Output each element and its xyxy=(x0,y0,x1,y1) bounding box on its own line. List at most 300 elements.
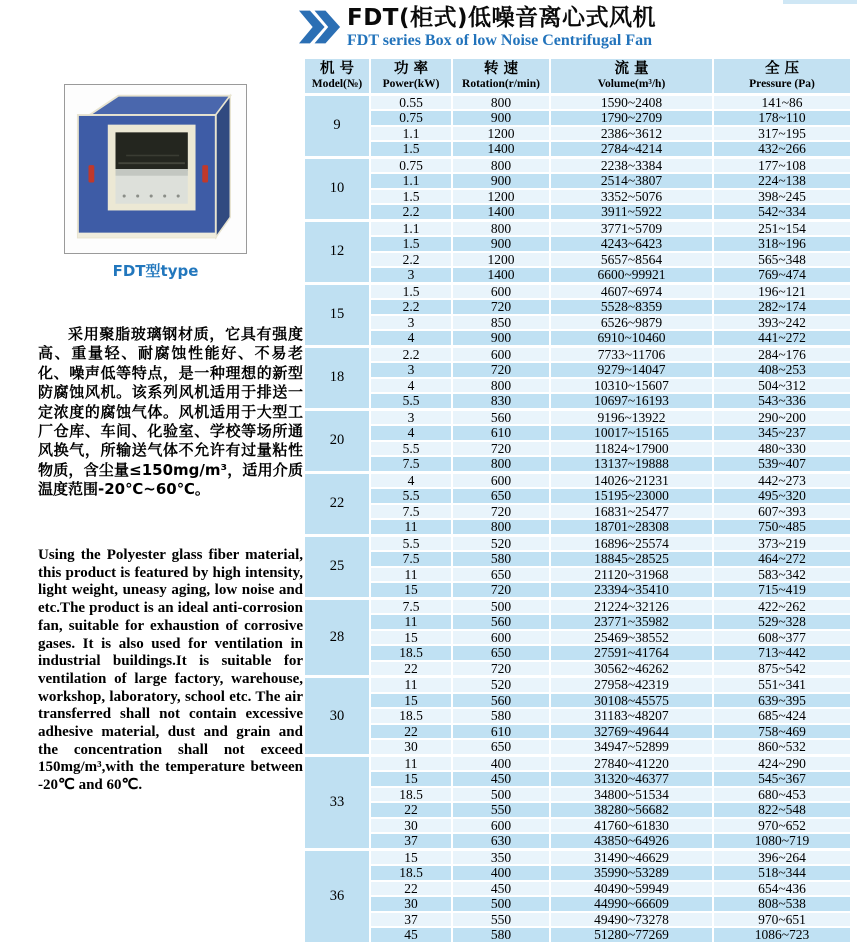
spec-row-model-12 xyxy=(304,236,851,252)
volume-cell: 25469~38552 xyxy=(550,630,713,646)
pressure-cell: 345~237 xyxy=(713,425,851,441)
spec-row-model-36 xyxy=(304,912,851,928)
power-cell: 0.75 xyxy=(370,157,452,173)
spec-row-model-30 xyxy=(304,693,851,709)
volume-cell: 4607~6974 xyxy=(550,283,713,299)
power-cell: 5.5 xyxy=(370,441,452,457)
rotation-cell: 800 xyxy=(452,378,550,394)
spec-row-model-28 xyxy=(304,645,851,661)
volume-cell: 15195~23000 xyxy=(550,488,713,504)
rotation-cell: 720 xyxy=(452,299,550,315)
pressure-cell: 422~262 xyxy=(713,598,851,614)
volume-cell: 41760~61830 xyxy=(550,818,713,834)
volume-cell: 21120~31968 xyxy=(550,567,713,583)
spec-row-model-33 xyxy=(304,771,851,787)
volume-cell: 6910~10460 xyxy=(550,330,713,346)
volume-cell: 9279~14047 xyxy=(550,362,713,378)
pressure-cell: 639~395 xyxy=(713,693,851,709)
volume-cell: 6600~99921 xyxy=(550,267,713,283)
spec-row-model-28 xyxy=(304,630,851,646)
pressure-cell: 551~341 xyxy=(713,677,851,693)
spec-row-model-10 xyxy=(304,189,851,205)
spec-row-model-12 xyxy=(304,220,851,236)
volume-cell: 30562~46262 xyxy=(550,661,713,677)
double-chevron-icon xyxy=(299,8,341,48)
spec-row-model-33 xyxy=(304,755,851,771)
rotation-cell: 900 xyxy=(452,330,550,346)
volume-cell: 34947~52899 xyxy=(550,739,713,755)
rotation-cell: 600 xyxy=(452,818,550,834)
spec-row-model-28 xyxy=(304,598,851,614)
spec-row-model-36 xyxy=(304,896,851,912)
power-cell: 7.5 xyxy=(370,551,452,567)
volume-cell: 30108~45575 xyxy=(550,693,713,709)
volume-cell: 49490~73278 xyxy=(550,912,713,928)
page-subtitle: FDT series Box of low Noise Centrifugal Fan xyxy=(347,32,653,50)
power-cell: 4 xyxy=(370,425,452,441)
spec-row-model-25 xyxy=(304,535,851,551)
spec-row-model-15 xyxy=(304,330,851,346)
description-chinese: 采用聚脂玻璃钢材质，它具有强度高、重量轻、耐腐蚀性能好、不易老化、噪声低等特点，是一种理想的新型防腐蚀风机。该系列风机适用于排送一定浓度的腐蚀气体。风机适用于大型工厂仓库、车间、化验室、学校等场所通风换气，所输送气体不允许有过量粘性物质，含尘量≤150mg/m³，适用介质温度范围-20℃~60℃。 xyxy=(38,325,303,499)
model-number-cell: 33 xyxy=(304,755,370,849)
volume-cell: 31183~48207 xyxy=(550,708,713,724)
pressure-cell: 565~348 xyxy=(713,252,851,268)
volume-cell: 3352~5076 xyxy=(550,189,713,205)
power-cell: 11 xyxy=(370,567,452,583)
pressure-cell: 713~442 xyxy=(713,645,851,661)
handle-right xyxy=(202,165,208,182)
rotation-cell: 720 xyxy=(452,441,550,457)
rotation-cell: 580 xyxy=(452,708,550,724)
volume-cell: 10017~15165 xyxy=(550,425,713,441)
power-cell: 11 xyxy=(370,677,452,693)
spec-row-model-30 xyxy=(304,724,851,740)
rotation-cell: 610 xyxy=(452,425,550,441)
column-header-rotation: 转 速 Rotation(r/min) xyxy=(452,58,550,94)
spec-row-model-25 xyxy=(304,582,851,598)
pressure-cell: 442~273 xyxy=(713,472,851,488)
pressure-cell: 970~651 xyxy=(713,912,851,928)
model-number-cell: 36 xyxy=(304,849,370,943)
pressure-cell: 251~154 xyxy=(713,220,851,236)
pressure-cell: 860~532 xyxy=(713,739,851,755)
title-column xyxy=(347,6,656,50)
volume-cell: 27840~41220 xyxy=(550,755,713,771)
power-cell: 18.5 xyxy=(370,865,452,881)
power-cell: 0.55 xyxy=(370,94,452,110)
fan-box-illustration xyxy=(68,88,244,250)
spec-row-model-9 xyxy=(304,94,851,110)
pressure-cell: 607~393 xyxy=(713,504,851,520)
rotation-cell: 520 xyxy=(452,535,550,551)
rotation-cell: 650 xyxy=(452,567,550,583)
pressure-cell: 196~121 xyxy=(713,283,851,299)
spec-row-model-36 xyxy=(304,927,851,943)
volume-cell: 2386~3612 xyxy=(550,126,713,142)
pressure-cell: 539~407 xyxy=(713,456,851,472)
spec-row-model-20 xyxy=(304,425,851,441)
volume-cell: 13137~19888 xyxy=(550,456,713,472)
power-cell: 1.5 xyxy=(370,236,452,252)
spec-table xyxy=(303,57,852,944)
pressure-cell: 750~485 xyxy=(713,519,851,535)
spec-row-model-25 xyxy=(304,551,851,567)
volume-cell: 10310~15607 xyxy=(550,378,713,394)
rotation-cell: 650 xyxy=(452,645,550,661)
column-header-power: 功 率 Power(kW) xyxy=(370,58,452,94)
power-cell: 22 xyxy=(370,802,452,818)
power-cell: 45 xyxy=(370,927,452,943)
spec-row-model-30 xyxy=(304,708,851,724)
power-cell: 4 xyxy=(370,472,452,488)
power-cell: 1.1 xyxy=(370,173,452,189)
volume-cell: 1790~2709 xyxy=(550,110,713,126)
volume-cell: 38280~56682 xyxy=(550,802,713,818)
spec-row-model-28 xyxy=(304,614,851,630)
volume-cell: 23771~35982 xyxy=(550,614,713,630)
product-photo xyxy=(64,84,247,254)
model-number-cell: 30 xyxy=(304,677,370,756)
volume-cell: 51280~77269 xyxy=(550,927,713,943)
page-header xyxy=(299,6,656,50)
rotation-cell: 350 xyxy=(452,849,550,865)
column-header-volume: 流 量 Volume(m³/h) xyxy=(550,58,713,94)
rotation-cell: 500 xyxy=(452,896,550,912)
model-number-cell: 15 xyxy=(304,283,370,346)
volume-cell: 40490~59949 xyxy=(550,881,713,897)
rotation-cell: 850 xyxy=(452,315,550,331)
rotation-cell: 830 xyxy=(452,393,550,409)
model-number-cell: 20 xyxy=(304,409,370,472)
rotation-cell: 720 xyxy=(452,504,550,520)
column-header-model: 机 号 Model(№) xyxy=(304,58,370,94)
rotation-cell: 580 xyxy=(452,551,550,567)
rotation-cell: 720 xyxy=(452,582,550,598)
spec-row-model-9 xyxy=(304,126,851,142)
rotation-cell: 900 xyxy=(452,236,550,252)
power-cell: 11 xyxy=(370,519,452,535)
spec-row-model-20 xyxy=(304,441,851,457)
rotation-cell: 630 xyxy=(452,833,550,849)
pressure-cell: 480~330 xyxy=(713,441,851,457)
pressure-cell: 398~245 xyxy=(713,189,851,205)
volume-cell: 3771~5709 xyxy=(550,220,713,236)
spec-row-model-28 xyxy=(304,661,851,677)
volume-cell: 21224~32126 xyxy=(550,598,713,614)
power-cell: 15 xyxy=(370,630,452,646)
power-cell: 7.5 xyxy=(370,456,452,472)
rotation-cell: 800 xyxy=(452,157,550,173)
power-cell: 11 xyxy=(370,614,452,630)
spec-row-model-30 xyxy=(304,677,851,693)
volume-cell: 5657~8564 xyxy=(550,252,713,268)
volume-cell: 1590~2408 xyxy=(550,94,713,110)
rotation-cell: 560 xyxy=(452,614,550,630)
power-cell: 4 xyxy=(370,378,452,394)
spec-table-body xyxy=(304,94,851,943)
model-number-cell: 25 xyxy=(304,535,370,598)
spec-row-model-25 xyxy=(304,567,851,583)
pressure-cell: 317~195 xyxy=(713,126,851,142)
power-cell: 15 xyxy=(370,771,452,787)
column-header-pressure: 全 压 Pressure (Pa) xyxy=(713,58,851,94)
rotation-cell: 580 xyxy=(452,927,550,943)
volume-cell: 43850~64926 xyxy=(550,833,713,849)
power-cell: 22 xyxy=(370,881,452,897)
power-cell: 7.5 xyxy=(370,598,452,614)
pressure-cell: 542~334 xyxy=(713,204,851,220)
power-cell: 3 xyxy=(370,267,452,283)
rotation-cell: 600 xyxy=(452,346,550,362)
rotation-cell: 600 xyxy=(452,283,550,299)
volume-cell: 31320~46377 xyxy=(550,771,713,787)
rotation-cell: 1400 xyxy=(452,204,550,220)
power-cell: 4 xyxy=(370,330,452,346)
power-cell: 30 xyxy=(370,739,452,755)
model-number-cell: 9 xyxy=(304,94,370,157)
pressure-cell: 224~138 xyxy=(713,173,851,189)
spec-row-model-10 xyxy=(304,173,851,189)
spec-row-model-12 xyxy=(304,267,851,283)
top-right-decoration-strip xyxy=(783,0,857,4)
rotation-cell: 800 xyxy=(452,94,550,110)
pressure-cell: 424~290 xyxy=(713,755,851,771)
spec-row-model-22 xyxy=(304,504,851,520)
pressure-cell: 178~110 xyxy=(713,110,851,126)
rotation-cell: 1200 xyxy=(452,252,550,268)
power-cell: 0.75 xyxy=(370,110,452,126)
power-cell: 18.5 xyxy=(370,787,452,803)
volume-cell: 10697~16193 xyxy=(550,393,713,409)
pressure-cell: 177~108 xyxy=(713,157,851,173)
model-number-cell: 28 xyxy=(304,598,370,677)
spec-row-model-18 xyxy=(304,378,851,394)
power-cell: 22 xyxy=(370,661,452,677)
rotation-cell: 650 xyxy=(452,739,550,755)
power-cell: 37 xyxy=(370,833,452,849)
volume-cell: 7733~11706 xyxy=(550,346,713,362)
volume-cell: 2514~3807 xyxy=(550,173,713,189)
spec-row-model-33 xyxy=(304,802,851,818)
handle-left xyxy=(88,165,94,182)
spec-row-model-15 xyxy=(304,315,851,331)
spec-row-model-22 xyxy=(304,519,851,535)
power-cell: 15 xyxy=(370,849,452,865)
volume-cell: 14026~21231 xyxy=(550,472,713,488)
pressure-cell: 393~242 xyxy=(713,315,851,331)
spec-row-model-22 xyxy=(304,488,851,504)
pressure-cell: 654~436 xyxy=(713,881,851,897)
spec-row-model-9 xyxy=(304,110,851,126)
power-cell: 1.5 xyxy=(370,283,452,299)
spec-row-model-12 xyxy=(304,252,851,268)
power-cell: 30 xyxy=(370,818,452,834)
volume-cell: 11824~17900 xyxy=(550,441,713,457)
power-cell: 2.2 xyxy=(370,252,452,268)
spec-row-model-18 xyxy=(304,346,851,362)
pressure-cell: 441~272 xyxy=(713,330,851,346)
volume-cell: 3911~5922 xyxy=(550,204,713,220)
model-number-cell: 22 xyxy=(304,472,370,535)
spec-row-model-20 xyxy=(304,409,851,425)
power-cell: 2.2 xyxy=(370,346,452,362)
rotation-cell: 450 xyxy=(452,771,550,787)
spec-row-model-10 xyxy=(304,157,851,173)
spec-row-model-36 xyxy=(304,865,851,881)
pressure-cell: 432~266 xyxy=(713,141,851,157)
power-cell: 7.5 xyxy=(370,504,452,520)
pressure-cell: 1086~723 xyxy=(713,927,851,943)
power-cell: 2.2 xyxy=(370,204,452,220)
pressure-cell: 290~200 xyxy=(713,409,851,425)
pressure-cell: 141~86 xyxy=(713,94,851,110)
page-title: FDT(柜式)低噪音离心式风机 xyxy=(347,5,657,31)
spec-row-model-15 xyxy=(304,283,851,299)
model-number-cell: 12 xyxy=(304,220,370,283)
pressure-cell: 822~548 xyxy=(713,802,851,818)
pressure-cell: 495~320 xyxy=(713,488,851,504)
spec-table-header xyxy=(304,58,851,94)
rotation-cell: 720 xyxy=(452,661,550,677)
pressure-cell: 282~174 xyxy=(713,299,851,315)
volume-cell: 18701~28308 xyxy=(550,519,713,535)
rotation-cell: 400 xyxy=(452,865,550,881)
volume-cell: 35990~53289 xyxy=(550,865,713,881)
power-cell: 15 xyxy=(370,582,452,598)
pressure-cell: 545~367 xyxy=(713,771,851,787)
pressure-cell: 543~336 xyxy=(713,393,851,409)
spec-row-model-22 xyxy=(304,472,851,488)
rotation-cell: 800 xyxy=(452,456,550,472)
spec-row-model-30 xyxy=(304,739,851,755)
spec-row-model-33 xyxy=(304,818,851,834)
pressure-cell: 284~176 xyxy=(713,346,851,362)
rotation-cell: 560 xyxy=(452,409,550,425)
rotation-cell: 800 xyxy=(452,519,550,535)
pressure-cell: 970~652 xyxy=(713,818,851,834)
pressure-cell: 583~342 xyxy=(713,567,851,583)
pressure-cell: 504~312 xyxy=(713,378,851,394)
pressure-cell: 808~538 xyxy=(713,896,851,912)
spec-row-model-20 xyxy=(304,456,851,472)
power-cell: 1.1 xyxy=(370,126,452,142)
power-cell: 5.5 xyxy=(370,488,452,504)
volume-cell: 31490~46629 xyxy=(550,849,713,865)
power-cell: 3 xyxy=(370,315,452,331)
spec-row-model-9 xyxy=(304,141,851,157)
rotation-cell: 600 xyxy=(452,472,550,488)
power-cell: 3 xyxy=(370,409,452,425)
rotation-cell: 600 xyxy=(452,630,550,646)
pressure-cell: 1080~719 xyxy=(713,833,851,849)
power-cell: 5.5 xyxy=(370,535,452,551)
product-caption: FDT型type xyxy=(112,262,199,280)
pressure-cell: 680~453 xyxy=(713,787,851,803)
rotation-cell: 900 xyxy=(452,173,550,189)
pressure-cell: 408~253 xyxy=(713,362,851,378)
spec-row-model-18 xyxy=(304,393,851,409)
power-cell: 18.5 xyxy=(370,645,452,661)
pressure-cell: 373~219 xyxy=(713,535,851,551)
pressure-cell: 396~264 xyxy=(713,849,851,865)
rotation-cell: 520 xyxy=(452,677,550,693)
pressure-cell: 518~344 xyxy=(713,865,851,881)
model-number-cell: 10 xyxy=(304,157,370,220)
pressure-cell: 529~328 xyxy=(713,614,851,630)
spec-row-model-33 xyxy=(304,833,851,849)
rotation-cell: 550 xyxy=(452,802,550,818)
power-cell: 18.5 xyxy=(370,708,452,724)
model-number-cell: 18 xyxy=(304,346,370,409)
rotation-cell: 400 xyxy=(452,755,550,771)
power-cell: 3 xyxy=(370,362,452,378)
power-cell: 15 xyxy=(370,693,452,709)
rotation-cell: 1200 xyxy=(452,189,550,205)
volume-cell: 16896~25574 xyxy=(550,535,713,551)
power-cell: 2.2 xyxy=(370,299,452,315)
volume-cell: 44990~66609 xyxy=(550,896,713,912)
power-cell: 30 xyxy=(370,896,452,912)
spec-row-model-36 xyxy=(304,881,851,897)
spec-row-model-10 xyxy=(304,204,851,220)
spec-row-model-18 xyxy=(304,362,851,378)
volume-cell: 4243~6423 xyxy=(550,236,713,252)
pressure-cell: 318~196 xyxy=(713,236,851,252)
spec-row-model-36 xyxy=(304,849,851,865)
rotation-cell: 1200 xyxy=(452,126,550,142)
rotation-cell: 650 xyxy=(452,488,550,504)
pressure-cell: 685~424 xyxy=(713,708,851,724)
pressure-cell: 715~419 xyxy=(713,582,851,598)
power-cell: 1.5 xyxy=(370,141,452,157)
pressure-cell: 875~542 xyxy=(713,661,851,677)
rotation-cell: 500 xyxy=(452,598,550,614)
volume-cell: 32769~49644 xyxy=(550,724,713,740)
rotation-cell: 900 xyxy=(452,110,550,126)
power-cell: 22 xyxy=(370,724,452,740)
spec-row-model-15 xyxy=(304,299,851,315)
rotation-cell: 1400 xyxy=(452,267,550,283)
rotation-cell: 500 xyxy=(452,787,550,803)
pressure-cell: 608~377 xyxy=(713,630,851,646)
rotation-cell: 550 xyxy=(452,912,550,928)
volume-cell: 9196~13922 xyxy=(550,409,713,425)
volume-cell: 27591~41764 xyxy=(550,645,713,661)
pressure-cell: 464~272 xyxy=(713,551,851,567)
volume-cell: 18845~28525 xyxy=(550,551,713,567)
description-english: Using the Polyester glass fiber material, this product is featured by high intensity, light weight, uneasy aging, low noise and etc.The product is an ideal anti-corrosion fan, suitable for exhaustion of corrosive gases. It is also used for ventilation in industrial buildings.It is suitable for ventilation of large factory, warehouse, workshop, laboratory, school etc. The air transferred shall not contain excessive adhesive material, dust and grain and the concentration shall not exceed 150mg/m³,with the temperature between -20℃ and 60℃. xyxy=(38,547,303,794)
power-cell: 11 xyxy=(370,755,452,771)
power-cell: 1.5 xyxy=(370,189,452,205)
volume-cell: 34800~51534 xyxy=(550,787,713,803)
rotation-cell: 720 xyxy=(452,362,550,378)
rotation-cell: 450 xyxy=(452,881,550,897)
volume-cell: 23394~35410 xyxy=(550,582,713,598)
pressure-cell: 769~474 xyxy=(713,267,851,283)
pressure-cell: 758~469 xyxy=(713,724,851,740)
volume-cell: 16831~25477 xyxy=(550,504,713,520)
rotation-cell: 610 xyxy=(452,724,550,740)
volume-cell: 2238~3384 xyxy=(550,157,713,173)
spec-row-model-33 xyxy=(304,787,851,803)
power-cell: 1.1 xyxy=(370,220,452,236)
rotation-cell: 1400 xyxy=(452,141,550,157)
volume-cell: 2784~4214 xyxy=(550,141,713,157)
rotation-cell: 800 xyxy=(452,220,550,236)
rotation-cell: 560 xyxy=(452,693,550,709)
volume-cell: 5528~8359 xyxy=(550,299,713,315)
power-cell: 37 xyxy=(370,912,452,928)
